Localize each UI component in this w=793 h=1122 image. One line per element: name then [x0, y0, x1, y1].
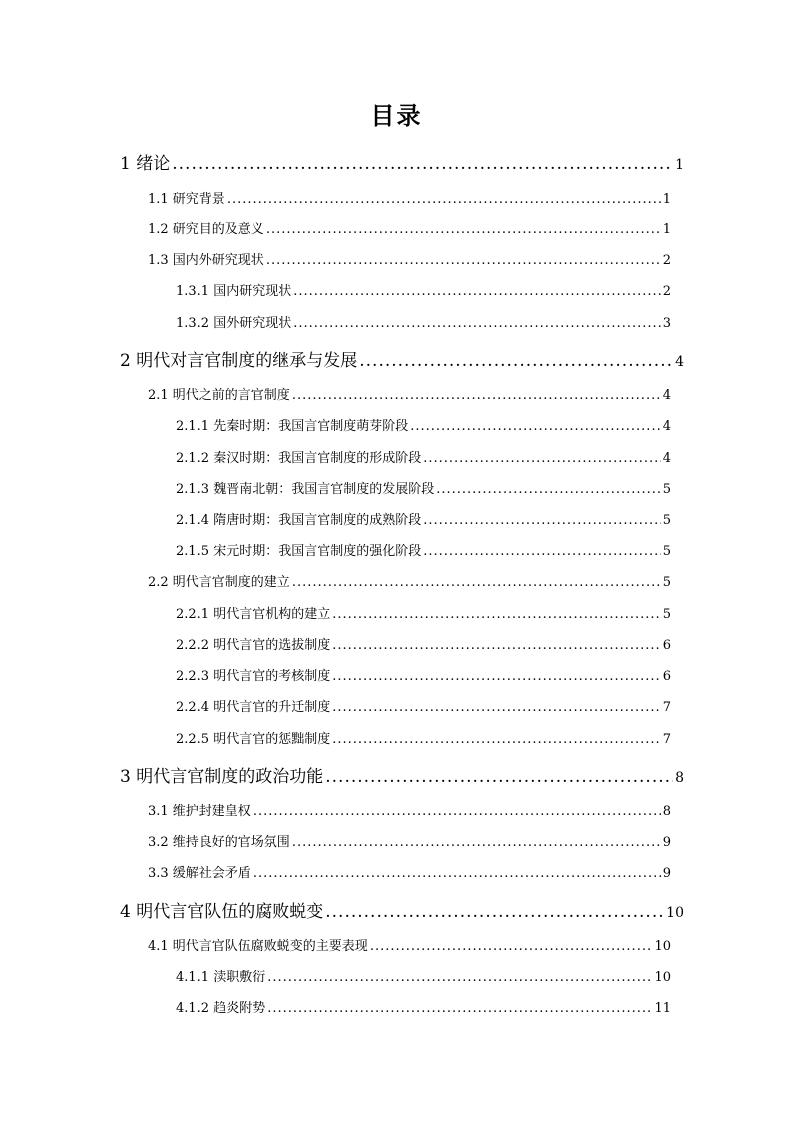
- toc-page-number: 1: [662, 192, 671, 207]
- toc-entry-subsection-1-3-1[interactable]: [176, 280, 671, 299]
- toc-page-number: 5: [662, 513, 671, 528]
- dot-leader: [332, 700, 661, 715]
- toc-page-number: 2: [662, 284, 671, 299]
- toc-entry-section-3-2[interactable]: [148, 831, 671, 850]
- toc-page-number: 1: [662, 222, 671, 237]
- toc-entry-subsection-1-3-2[interactable]: [176, 312, 671, 331]
- dot-leader: [325, 767, 673, 787]
- toc-entry-chapter-4[interactable]: [120, 897, 684, 922]
- toc-entry-label: 3 明代言官制度的政治功能: [120, 767, 324, 787]
- toc-entry-label: 2.1.4 隋唐时期：我国言官制度的成熟阶段: [176, 513, 422, 528]
- toc-entry-label: 2.2.5 明代言官的惩黜制度: [176, 732, 331, 747]
- toc-page-number: 6: [662, 669, 671, 684]
- toc-page-number: 4: [662, 419, 671, 434]
- toc-page-number: 6: [662, 638, 671, 653]
- dot-leader: [293, 284, 661, 299]
- toc-page-number: 4: [675, 354, 684, 370]
- toc-entry-label: 2.1 明代之前的言官制度: [148, 388, 290, 403]
- toc-entry-label: 2.2.2 明代言官的选拔制度: [176, 638, 331, 653]
- toc-entry-subsection-2-2-2[interactable]: [176, 634, 671, 653]
- toc-entry-label: 4.1.2 趋炎附势: [176, 1001, 266, 1016]
- dot-leader: [267, 970, 652, 985]
- toc-page-number: 5: [662, 544, 671, 559]
- toc-entry-label: 4 明代言官队伍的腐败蜕变: [120, 902, 324, 922]
- toc-entry-label: 2.1.2 秦汉时期：我国言官制度的形成阶段: [176, 451, 422, 466]
- toc-entry-section-2-2[interactable]: [148, 571, 671, 590]
- toc-entry-subsection-2-2-1[interactable]: [176, 603, 671, 622]
- toc-page-number: 8: [662, 804, 671, 819]
- toc-page-number: 5: [662, 482, 671, 497]
- toc-entry-subsection-2-1-5[interactable]: [176, 540, 671, 559]
- toc-entry-label: 1.3.2 国外研究现状: [176, 316, 292, 331]
- dot-leader: [292, 575, 661, 590]
- dot-leader: [332, 669, 661, 684]
- dot-leader: [423, 544, 661, 559]
- toc-entry-subsection-4-1-1[interactable]: [176, 966, 671, 985]
- toc-entry-subsection-4-1-2[interactable]: [176, 997, 671, 1016]
- dot-leader: [410, 419, 661, 434]
- toc-entry-section-1-2[interactable]: [148, 218, 671, 237]
- toc-page-number: 10: [666, 905, 684, 921]
- toc-entry-subsection-2-2-4[interactable]: [176, 696, 671, 715]
- dot-leader: [293, 316, 661, 331]
- toc-page-number: 4: [662, 451, 671, 466]
- toc-entry-label: 1.3 国内外研究现状: [148, 253, 264, 268]
- dot-leader: [436, 482, 661, 497]
- dot-leader: [332, 732, 661, 747]
- dot-leader: [423, 451, 661, 466]
- dot-leader: [267, 1001, 652, 1016]
- toc-entry-subsection-2-1-1[interactable]: [176, 415, 671, 434]
- toc-entry-section-4-1[interactable]: [148, 935, 671, 954]
- toc-page-number: 7: [662, 732, 671, 747]
- toc-entry-subsection-2-2-5[interactable]: [176, 728, 671, 747]
- toc-entry-label: 3.1 维护封建皇权: [148, 804, 251, 819]
- dot-leader: [253, 866, 661, 881]
- toc-entry-label: 3.2 维持良好的官场氛围: [148, 835, 290, 850]
- toc-page-number: 2: [662, 253, 671, 268]
- toc-page-number: 11: [654, 1001, 671, 1016]
- toc-page-number: 10: [654, 970, 671, 985]
- toc-entry-label: 4.1 明代言官队伍腐败蜕变的主要表现: [148, 939, 368, 954]
- toc-page-number: 1: [675, 157, 684, 173]
- toc-page-number: 8: [675, 770, 684, 786]
- toc-entry-section-1-3[interactable]: [148, 249, 671, 268]
- toc-entry-label: 2.2.1 明代言官机构的建立: [176, 607, 331, 622]
- toc-entry-label: 2.1.5 宋元时期：我国言官制度的强化阶段: [176, 544, 422, 559]
- dot-leader: [325, 902, 664, 922]
- toc-entry-chapter-3[interactable]: [120, 762, 684, 787]
- toc-entry-label: 4.1.1 渎职敷衍: [176, 970, 266, 985]
- toc-entry-subsection-2-2-3[interactable]: [176, 665, 671, 684]
- toc-entry-label: 2.2 明代言官制度的建立: [148, 575, 290, 590]
- toc-entry-label: 1.2 研究目的及意义: [148, 222, 264, 237]
- toc-entry-label: 1.3.1 国内研究现状: [176, 284, 292, 299]
- toc-entry-label: 2.1.3 魏晋南北朝：我国言官制度的发展阶段: [176, 482, 435, 497]
- dot-leader: [292, 835, 661, 850]
- toc-entry-subsection-2-1-2[interactable]: [176, 447, 671, 466]
- toc-page-number: 9: [662, 866, 671, 881]
- dot-leader: [332, 607, 661, 622]
- toc-page-number: 3: [662, 316, 671, 331]
- dot-leader: [359, 351, 673, 371]
- toc-page-number: 5: [662, 575, 671, 590]
- dot-leader: [266, 222, 661, 237]
- dot-leader: [253, 804, 661, 819]
- toc-entry-label: 2 明代对言官制度的继承与发展: [120, 351, 358, 371]
- toc-entry-label: 3.3 缓解社会矛盾: [148, 866, 251, 881]
- toc-page-number: 5: [662, 607, 671, 622]
- toc-entry-label: 2.1.1 先秦时期：我国言官制度萌芽阶段: [176, 419, 409, 434]
- dot-leader: [292, 388, 661, 403]
- toc-entry-label: 1.1 研究背景: [148, 192, 225, 207]
- toc-page-number: 9: [662, 835, 671, 850]
- toc-entry-section-3-3[interactable]: [148, 862, 671, 881]
- toc-entry-label: 2.2.4 明代言官的升迁制度: [176, 700, 331, 715]
- toc-entry-chapter-2[interactable]: [120, 346, 684, 371]
- toc-entry-subsection-2-1-4[interactable]: [176, 509, 671, 528]
- dot-leader: [227, 192, 661, 207]
- dot-leader: [370, 939, 653, 954]
- toc-entry-section-3-1[interactable]: [148, 800, 671, 819]
- toc-entry-subsection-2-1-3[interactable]: [176, 478, 671, 497]
- toc-entry-chapter-1[interactable]: [120, 149, 684, 174]
- toc-title: 目录: [370, 102, 423, 130]
- toc-page-number: 10: [654, 939, 671, 954]
- dot-leader: [266, 253, 661, 268]
- toc-entry-section-1-1[interactable]: [148, 188, 671, 207]
- toc-entry-label: 1 绪论: [120, 154, 171, 174]
- dot-leader: [332, 638, 661, 653]
- toc-page-number: 4: [662, 388, 671, 403]
- toc-entry-section-2-1[interactable]: [148, 384, 671, 403]
- toc-entry-label: 2.2.3 明代言官的考核制度: [176, 669, 331, 684]
- dot-leader: [172, 154, 673, 174]
- dot-leader: [423, 513, 661, 528]
- toc-page-number: 7: [662, 700, 671, 715]
